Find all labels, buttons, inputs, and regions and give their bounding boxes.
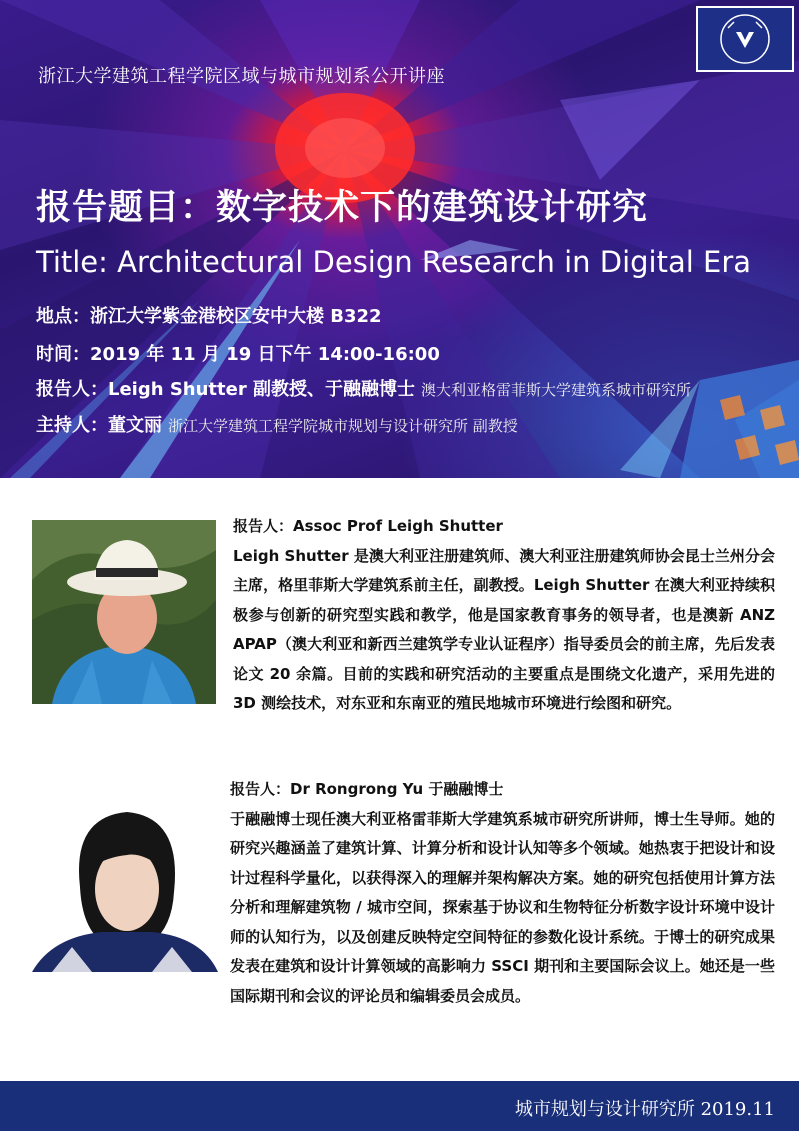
host-affiliation: 浙江大学建筑工程学院城市规划与设计研究所 副教授 <box>168 417 518 435</box>
speaker2-section <box>230 775 775 1011</box>
speaker1-heading: 报告人：Assoc Prof Leigh Shutter <box>233 517 503 535</box>
speaker1-photo <box>32 520 216 704</box>
speakers-label: 报告人：Leigh Shutter 副教授、于融融博士 <box>36 379 415 400</box>
location-line: 地点：浙江大学紫金港校区安中大楼 B322 <box>36 306 382 327</box>
speaker1-portrait-image <box>32 520 216 704</box>
speaker1-section <box>233 512 775 719</box>
university-logo <box>696 6 794 72</box>
speaker2-portrait-image <box>32 797 218 972</box>
host-line <box>36 411 518 437</box>
zju-emblem-icon <box>698 8 792 70</box>
speaker2-photo <box>32 797 218 972</box>
time-line: 时间：2019 年 11 月 19 日下午 14:00-16:00 <box>36 344 440 365</box>
speakers-line <box>36 375 691 401</box>
host-label: 主持人：董文丽 <box>36 415 162 436</box>
lecture-title-cn: 报告题目：数字技术下的建筑设计研究 <box>36 188 649 228</box>
footer-bar <box>0 1081 799 1131</box>
speaker1-bio: Leigh Shutter 是澳大利亚注册建筑师、澳大利亚注册建筑师协会昆士兰州分会主席，格里菲斯大学建筑系前主任，副教授。Leigh Shutter 在澳大利亚持续积极参与创新的研究型实践和教学，他是国家教育事务的领导者，也是澳新 ANZ APAP（澳大利亚和新西兰建筑学专业认证程序）指导委员会的前主席，先后发表论文 20 余篇。目前的实践和研究活动的主要重点是围绕文化遗产，采用先进的 3D 测绘技术，对东亚和东南亚的殖民地城市环境进行绘图和研究。 <box>233 546 775 712</box>
lecture-series-label: 浙江大学建筑工程学院区域与城市规划系公开讲座 <box>38 66 445 87</box>
speaker2-heading: 报告人：Dr Rongrong Yu 于融融博士 <box>230 780 504 798</box>
footer-text: 城市规划与设计研究所 2019.11 <box>514 1099 775 1120</box>
speakers-affiliation: 澳大利亚格雷菲斯大学建筑系城市研究所 <box>420 381 691 399</box>
hero-banner <box>0 0 799 478</box>
speaker2-bio: 于融融博士现任澳大利亚格雷菲斯大学建筑系城市研究所讲师，博士生导师。她的研究兴趣涵盖了建筑计算、计算分析和设计认知等多个领域。她热衷于把设计和设计过程科学量化，以获得深入的理解并架构解决方案。她的研究包括使用计算方法分析和理解建筑物 / 城市空间，探索基于协议和生物特征分析数字设计环境中设计师的认知行为，以及创建反映特定空间特征的参数化设计系统。于博士的研究成果发表在建筑和设计计算领域的高影响力 SSCI 期刊和主要国际会议上。她还是一些国际期刊和会议的评论员和编辑委员会成员。 <box>230 809 775 1005</box>
lecture-title-en: Title: Architectural Design Research in Digital Era <box>36 245 752 279</box>
